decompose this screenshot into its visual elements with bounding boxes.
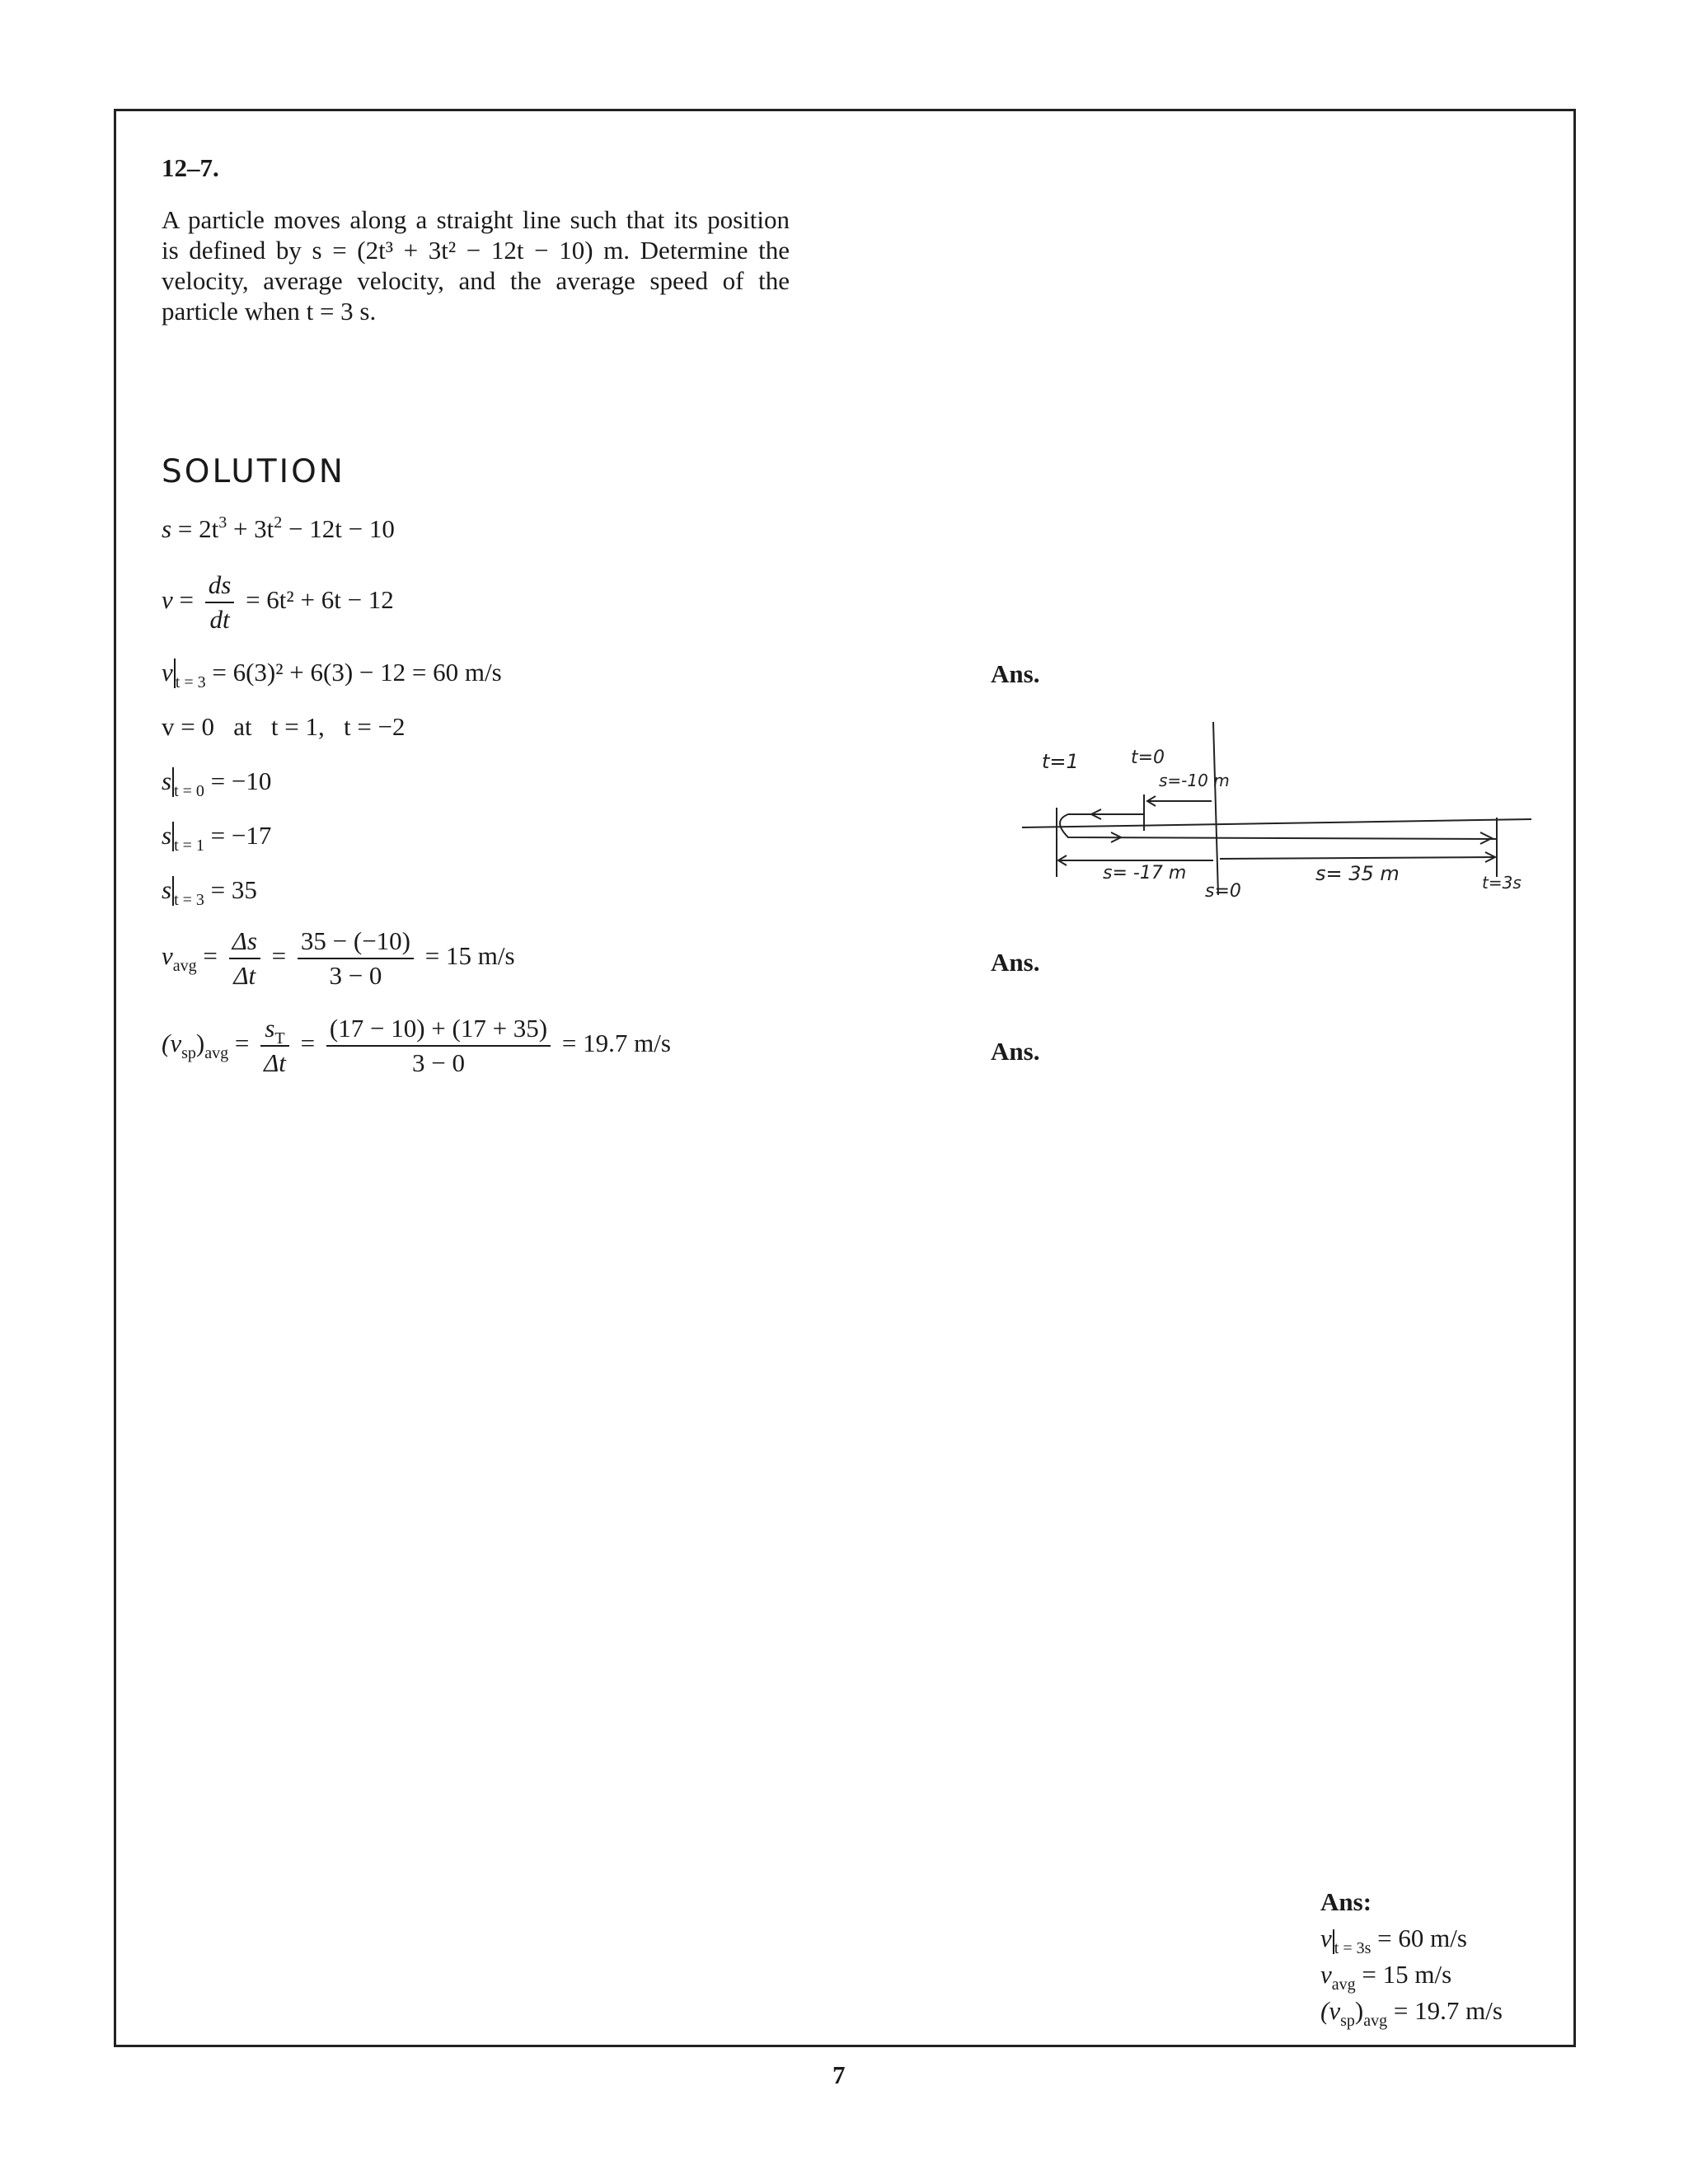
eq-term: + 3t <box>227 514 274 543</box>
answer-lhs: (v <box>1320 1996 1341 2025</box>
fraction-denominator: 3 − 0 <box>412 1048 465 1077</box>
answer-summary <box>1320 1884 1503 2029</box>
eq-lhs: s <box>162 821 172 850</box>
eq-subscript: avg <box>204 1044 229 1063</box>
fraction-numerator: 35 − (−10) <box>298 925 414 959</box>
ans-label-3: Ans. <box>991 1037 1040 1066</box>
eq-rhs: = 6(3)² + 6(3) − 12 = 60 m/s <box>212 658 502 687</box>
answer-summary-heading: Ans: <box>1320 1887 1372 1916</box>
answer-summary-line <box>1320 1957 1503 1993</box>
eq-lhs: (v <box>162 1029 182 1058</box>
answer-summary-line <box>1320 1993 1503 2029</box>
eq-lhs-tail: ) <box>195 1029 205 1058</box>
problem-line: velocity, average velocity, and the average speed of the <box>162 266 790 295</box>
eq-term: 2t <box>199 514 219 543</box>
sketch-label: t=3s <box>1482 873 1522 893</box>
eq-subscript: T <box>274 1029 285 1047</box>
eq-rhs: = −17 <box>210 821 272 850</box>
eq-lhs: s <box>162 875 172 904</box>
equation-average-speed: $(v_{sp})_{avg}$ = $\frac{s_T}{\Delta t}$ = $\frac{(17 - 10) + (17 + 35)}{3 - 0}$ = 19.7 m/s <box>162 1012 671 1080</box>
fraction-denominator: Δt <box>264 1048 286 1077</box>
eq-lhs: v <box>162 941 173 971</box>
answer-lhs-tail: ) <box>1354 1996 1364 2025</box>
eq-lhs: s <box>162 766 172 795</box>
eq-result: = 15 m/s <box>424 941 515 971</box>
motion-sketch <box>1019 715 1546 913</box>
sketch-label: t=0 <box>1131 748 1165 768</box>
equation-s-t1 <box>162 821 272 855</box>
sketch-motion-path <box>1060 814 1497 839</box>
eq-result: = 19.7 m/s <box>561 1029 671 1058</box>
eq-rhs: = 6t² + 6t − 12 <box>246 585 394 615</box>
answer-subscript: t = 3s <box>1334 1939 1372 1957</box>
eq-rhs: = −10 <box>210 766 272 795</box>
answer-subscript: avg <box>1331 1975 1356 1994</box>
sketch-label: s= 35 m <box>1315 862 1400 885</box>
fraction-sT-delta-t <box>260 1012 289 1080</box>
equation-velocity-zero: v = 0 at t = 1, t = −2 <box>162 712 406 741</box>
fraction-delta-s-delta-t <box>229 925 260 992</box>
eq-subscript: t = 3 <box>174 891 204 909</box>
answer-lhs: v <box>1320 1924 1332 1952</box>
eq-subscript: t = 0 <box>174 782 204 800</box>
problem-number: 12–7. <box>162 153 219 182</box>
fraction-ds-dt <box>205 569 235 636</box>
answer-rhs: = 15 m/s <box>1362 1960 1452 1989</box>
sketch-label: t=1 <box>1042 750 1079 773</box>
answer-rhs: = 19.7 m/s <box>1393 1996 1503 2025</box>
eq-exponent: 2 <box>274 513 283 532</box>
fraction-values <box>298 925 414 992</box>
eq-lhs: v <box>162 658 173 687</box>
equation-s-t3 <box>162 875 257 909</box>
answer-rhs: = 60 m/s <box>1377 1924 1467 1952</box>
eq-exponent: 3 <box>218 513 227 532</box>
equation-velocity: v = $\frac{ds}{dt}$ = 6t² + 6t − 12 <box>162 569 394 636</box>
equation-average-velocity: $v_{avg}$ = $\frac{\Delta s}{\Delta t}$ = $\frac{35 - (-10)}{3 - 0}$ = 15 m/s <box>162 925 515 992</box>
ans-label-1: Ans. <box>991 659 1040 688</box>
answer-subscript: avg <box>1363 2012 1388 2030</box>
eq-subscript: t = 1 <box>174 837 204 855</box>
eq-rhs: = 35 <box>210 875 257 904</box>
equation-velocity-t3 <box>162 658 502 691</box>
eq-subscript: avg <box>172 957 197 976</box>
eq-subscript: t = 3 <box>175 673 206 691</box>
fraction-numerator: (17 − 10) + (17 + 35) <box>326 1012 551 1047</box>
eq-lhs: s <box>162 514 172 543</box>
answer-summary-line <box>1320 1920 1503 1957</box>
problem-statement <box>162 204 790 326</box>
eq-subscript: sp <box>181 1044 196 1063</box>
fraction-denominator: 3 − 0 <box>329 961 382 990</box>
answer-subscript: sp <box>1340 2012 1355 2030</box>
equation-position: $s = 2t^3 + 3t^2 - 12t - 10$ <box>162 513 395 543</box>
ans-label-2: Ans. <box>991 948 1040 977</box>
problem-line: A particle moves along a straight line such that its position <box>162 205 790 234</box>
problem-line: particle when t = 3 s. <box>162 297 377 326</box>
answer-lhs: v <box>1320 1960 1332 1989</box>
sketch-dimension-s-35 <box>1220 857 1495 859</box>
fraction-numerator: Δs <box>229 925 260 959</box>
fraction-denominator: dt <box>209 605 230 634</box>
fraction-numerator: ds <box>205 569 235 603</box>
sketch-label: s=-10 m <box>1159 771 1230 790</box>
fraction-values <box>326 1012 551 1080</box>
solution-heading: SOLUTION <box>162 453 345 490</box>
sketch-label: s= -17 m <box>1103 863 1187 883</box>
equation-s-t0 <box>162 766 272 800</box>
page-number: 7 <box>832 2060 846 2089</box>
fraction-numerator <box>260 1012 289 1047</box>
sketch-axis-line <box>1022 819 1531 827</box>
sketch-label: s=0 <box>1205 881 1241 902</box>
eq-term: − 12t − 10 <box>282 514 395 543</box>
fraction-denominator: Δt <box>233 961 256 990</box>
fraction-numerator-symbol: s <box>265 1014 275 1043</box>
problem-line: is defined by s = (2t³ + 3t² − 12t − 10) m. Determine the <box>162 236 790 265</box>
sketch-origin-line <box>1213 722 1218 895</box>
eq-lhs: v <box>162 585 173 615</box>
